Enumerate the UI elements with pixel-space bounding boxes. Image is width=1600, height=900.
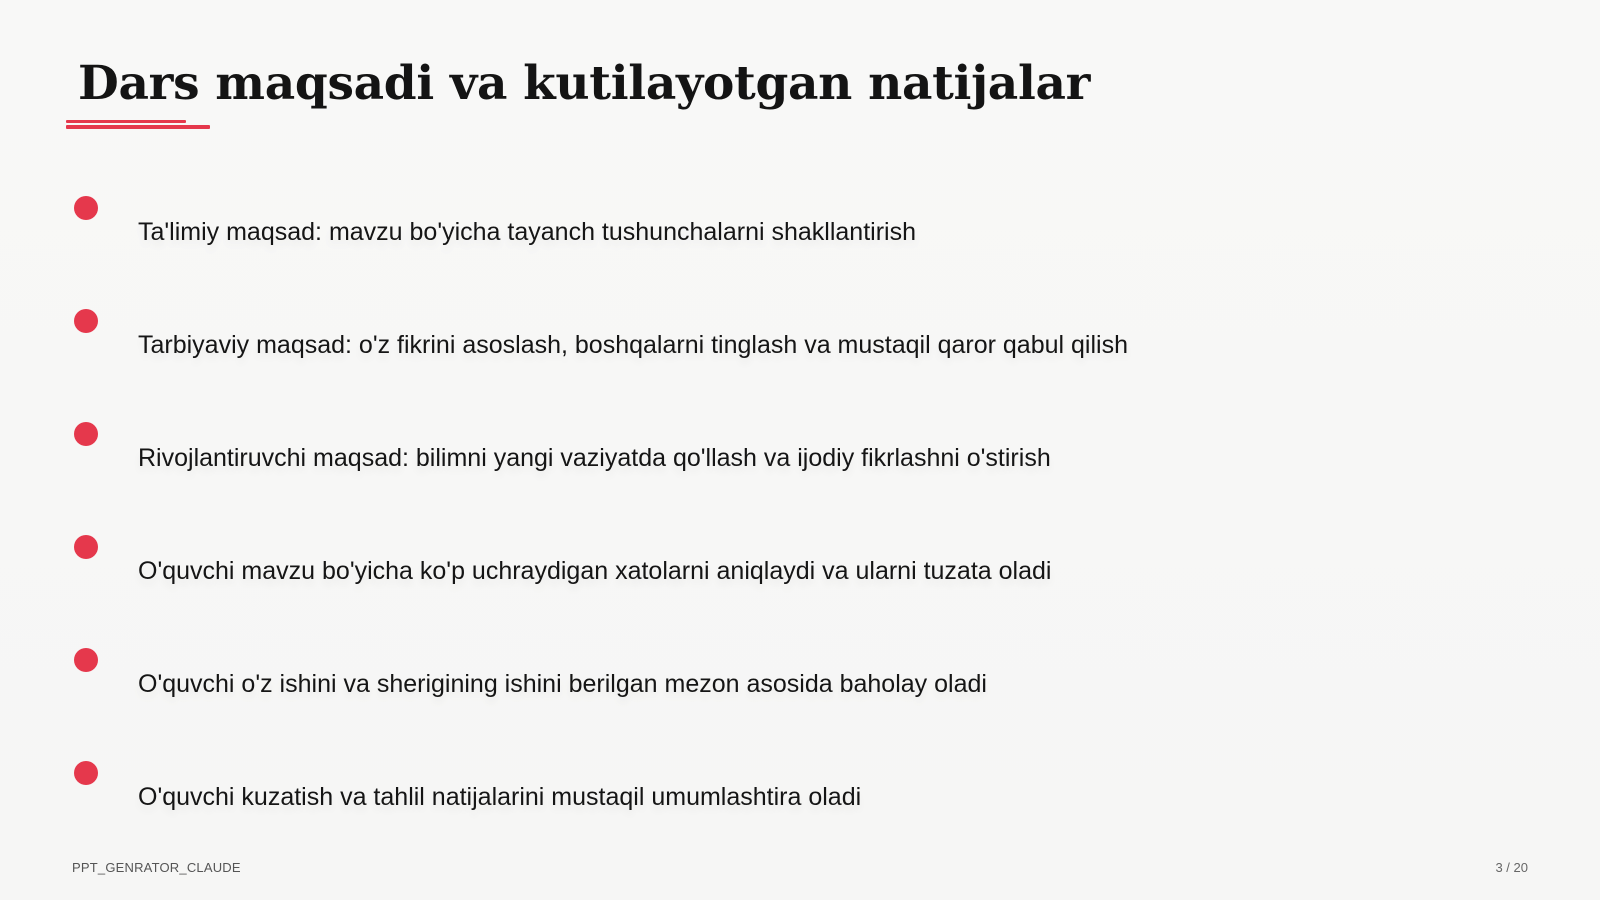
bullet-dot-icon [74,535,98,559]
bullet-text: Tarbiyaviy maqsad: o'z fikrini asoslash, boshqalarni tinglash va mustaqil qaror qabul qilish [138,331,1128,359]
bullet-dot-icon [74,648,98,672]
bullet-text: O'quvchi kuzatish va tahlil natijalarini mustaqil umumlashtira oladi [138,783,862,811]
bullet-item [74,422,1374,492]
footer-label: PPT_GENRATOR_CLAUDE [72,860,241,875]
bullet-text: Rivojlantiruvchi maqsad: bilimni yangi vaziyatda qo'llash va ijodiy fikrlashni o'stirish [138,444,1051,472]
bullet-dot-icon [74,761,98,785]
bullet-item [74,309,1374,379]
bullet-dot-icon [74,309,98,333]
bullet-dot-icon [74,196,98,220]
bullet-text: O'quvchi o'z ishini va sherigining ishini berilgan mezon asosida baholay oladi [138,670,987,698]
slide-title: Dars maqsadi va kutilayotgan natijalar [78,56,1091,111]
bullet-item [74,535,1374,605]
bullet-item [74,648,1374,718]
page-indicator: 3 / 20 [1495,860,1528,875]
bullet-dot-icon [74,422,98,446]
bullet-text: Ta'limiy maqsad: mavzu bo'yicha tayanch tushunchalarni shakllantirish [138,218,916,246]
bullet-item [74,196,1374,266]
bullet-text: O'quvchi mavzu bo'yicha ko'p uchraydigan xatolarni aniqlaydi va ularni tuzata oladi [138,557,1052,585]
bullet-item [74,761,1374,831]
